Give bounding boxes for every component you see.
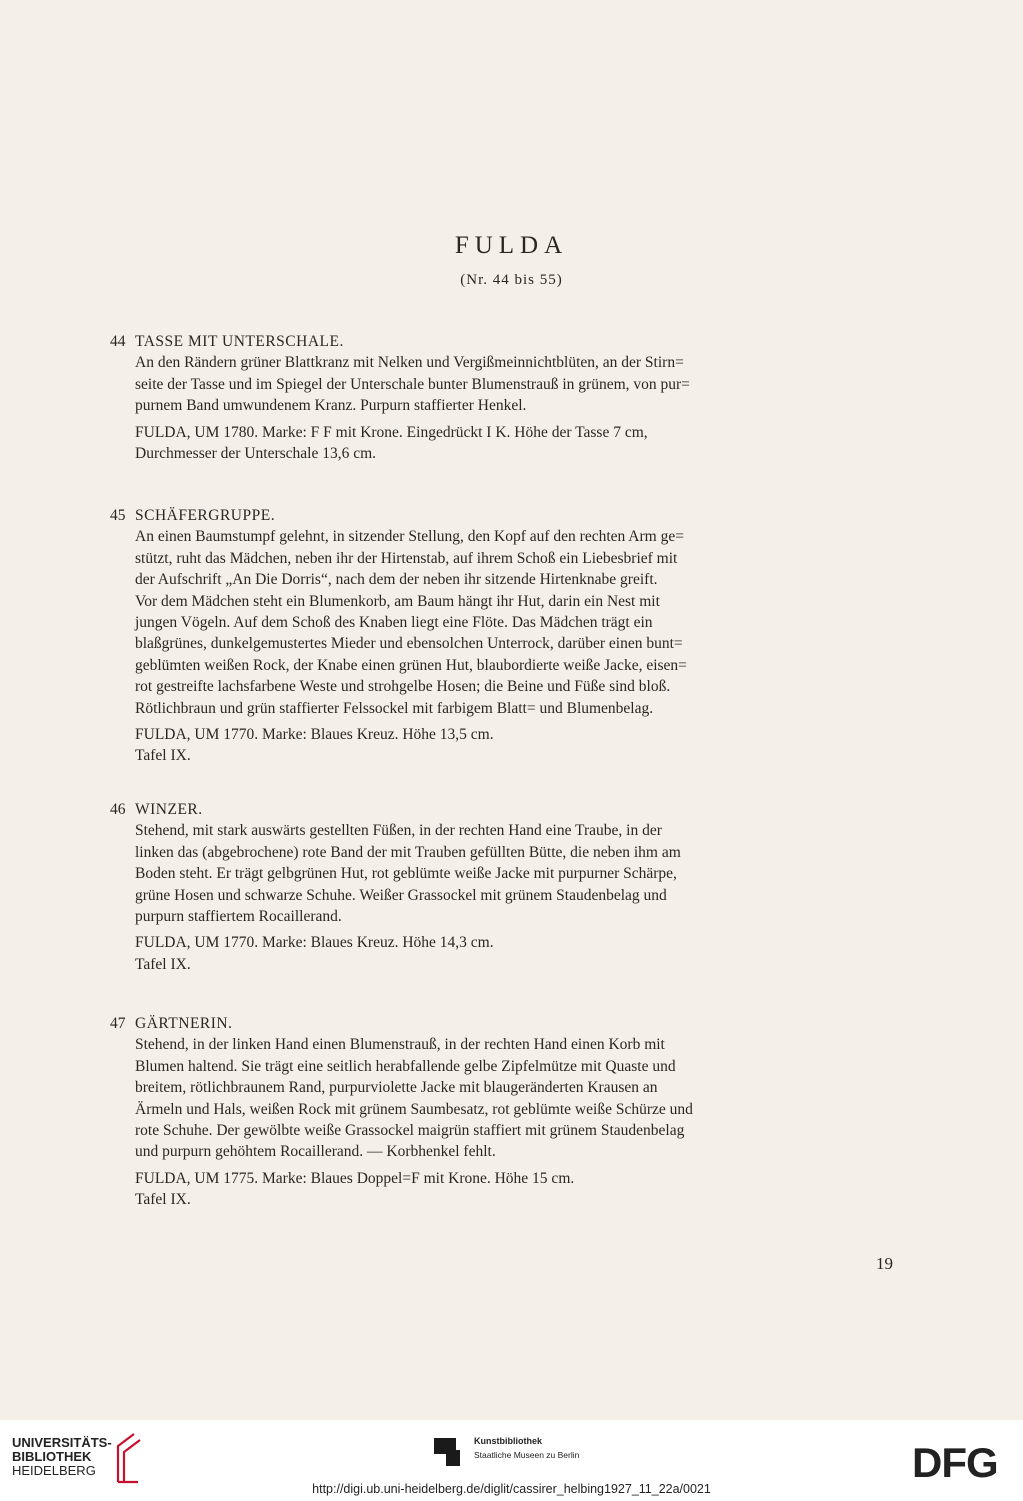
entry-line: der Aufschrift „An Die Dorris“, nach dem der neben ihr sitzende Hirtenknabe greift.	[135, 571, 658, 589]
page-title: FULDA	[454, 232, 569, 259]
ub-logo-line: HEIDELBERG	[12, 1463, 96, 1478]
page-subtitle: (Nr. 44 bis 55)	[460, 272, 563, 288]
entry-number: 45	[110, 507, 126, 524]
entry-heading: TASSE MIT UNTERSCHALE.	[135, 333, 344, 350]
entry-line: linken das (abgebrochene) rote Band der mit Trauben gefüllten Bütte, die neben ihm am	[135, 843, 681, 861]
entry-heading: SCHÄFERGRUPPE.	[135, 507, 276, 524]
entry-heading: GÄRTNERIN.	[135, 1015, 233, 1032]
entry-line: Rötlichbraun und grün staffierter Felssockel mit farbigem Blatt= und Blumenbelag.	[135, 699, 654, 717]
entry-line: Stehend, in der linken Hand einen Blumenstrauß, in der rechten Hand einen Korb mit	[135, 1036, 665, 1054]
entry-line: blaßgrünes, dunkelgemustertes Mieder und ebensolchen Unterrock, darüber einen bunt=	[135, 635, 683, 653]
entry-detail: FULDA, UM 1775. Marke: Blaues Doppel=F mit Krone. Höhe 15 cm.	[135, 1169, 575, 1187]
kb-logo-title: Kunstbibliothek	[474, 1436, 542, 1446]
ub-logo-line: UNIVERSITÄTS-	[12, 1435, 112, 1450]
entry-line: geblümten weißen Rock, der Knabe einen grünen Hut, blaubordierte weiße Jacke, eisen=	[135, 656, 687, 674]
entry-detail: Tafel IX.	[135, 747, 191, 765]
entry-line: seite der Tasse und im Spiegel der Unterschale bunter Blumenstrauß in grünem, von pur=	[135, 375, 690, 393]
entry-line: purnem Band umwundenem Kranz. Purpurn staffierter Henkel.	[135, 397, 527, 415]
ub-heidelberg-logo[interactable]	[12, 1436, 112, 1478]
entry-line: An den Rändern grüner Blattkranz mit Nelken und Vergißmeinnichtblüten, an der Stirn=	[135, 354, 684, 372]
kunstbibliothek-mark-icon	[432, 1434, 466, 1468]
entry-detail: FULDA, UM 1780. Marke: F F mit Krone. Eingedrückt I K. Höhe der Tasse 7 cm,	[135, 423, 648, 441]
entry-detail: Tafel IX.	[135, 1191, 191, 1209]
entry-heading: WINZER.	[135, 801, 203, 818]
entry-detail: Tafel IX.	[135, 955, 191, 973]
entry-detail: FULDA, UM 1770. Marke: Blaues Kreuz. Höhe 14,3 cm.	[135, 934, 494, 952]
kb-logo-subtitle: Staatliche Museen zu Berlin	[474, 1450, 580, 1460]
entry-line: und purpurn gehöhtem Rocaillerand. — Korbhenkel fehlt.	[135, 1143, 496, 1161]
entry-line: Stehend, mit stark auswärts gestellten Füßen, in der rechten Hand eine Traube, in der	[135, 822, 662, 840]
entry-line: An einen Baumstumpf gelehnt, in sitzender Stellung, den Kopf auf den rechten Arm ge=	[135, 528, 684, 546]
catalog-entry-45	[110, 505, 825, 767]
viewer-footer	[0, 1420, 1023, 1501]
catalog-entry-46	[110, 799, 825, 975]
entry-line: rote Schuhe. Der gewölbte weiße Grassockel maigrün staffiert mit grünem Staudenbelag	[135, 1122, 685, 1140]
entry-line: grüne Hosen und schwarze Schuhe. Weißer Grassockel mit grünem Staudenbelag und	[135, 886, 667, 904]
entry-line: rot gestreifte lachsfarbene Weste und strohgelbe Hosen; die Beine und Füße sind bloß.	[135, 678, 671, 696]
ub-logo-line: BIBLIOTHEK	[12, 1449, 92, 1464]
entry-line: jungen Vögeln. Auf dem Schoß des Knaben liegt eine Flöte. Das Mädchen trägt ein	[135, 614, 653, 632]
ub-red-bracket-icon	[104, 1432, 144, 1484]
dfg-logo[interactable]: DFG	[912, 1439, 998, 1486]
permalink-url[interactable]: http://digi.ub.uni-heidelberg.de/diglit/cassirer_helbing1927_11_22a/0021	[312, 1482, 711, 1496]
entry-line: purpurn staffiertem Rocaillerand.	[135, 908, 342, 926]
entry-line: Blumen haltend. Sie trägt eine seitlich herabfallende gelbe Zipfelmütze mit Quaste und	[135, 1057, 676, 1075]
entry-line: Boden steht. Er trägt gelbgrünen Hut, rot geblümte weiße Jacke mit purpurner Schärpe,	[135, 865, 677, 883]
catalog-entry-44	[110, 331, 825, 464]
entry-line: breitem, rötlichbraunem Rand, purpurviolette Jacke mit blaugeränderten Krausen an	[135, 1079, 658, 1097]
entry-line: stützt, ruht das Mädchen, neben ihr der Hirtenstab, auf ihrem Schoß ein Liebesbrief mit	[135, 549, 678, 567]
entry-detail: Durchmesser der Unterschale 13,6 cm.	[135, 445, 377, 463]
entry-detail: FULDA, UM 1770. Marke: Blaues Kreuz. Höhe 13,5 cm.	[135, 726, 494, 744]
entry-number: 47	[110, 1015, 126, 1032]
entry-number: 44	[110, 333, 126, 350]
catalog-entry-47	[110, 1013, 825, 1211]
entry-line: Ärmeln und Hals, weißen Rock mit grünem Saumbesatz, rot geblümte weiße Schürze und	[135, 1100, 693, 1118]
page-number: 19	[876, 1254, 893, 1273]
entry-line: Vor dem Mädchen steht ein Blumenkorb, am Baum hängt ihr Hut, darin ein Nest mit	[135, 592, 660, 610]
entry-number: 46	[110, 801, 126, 818]
